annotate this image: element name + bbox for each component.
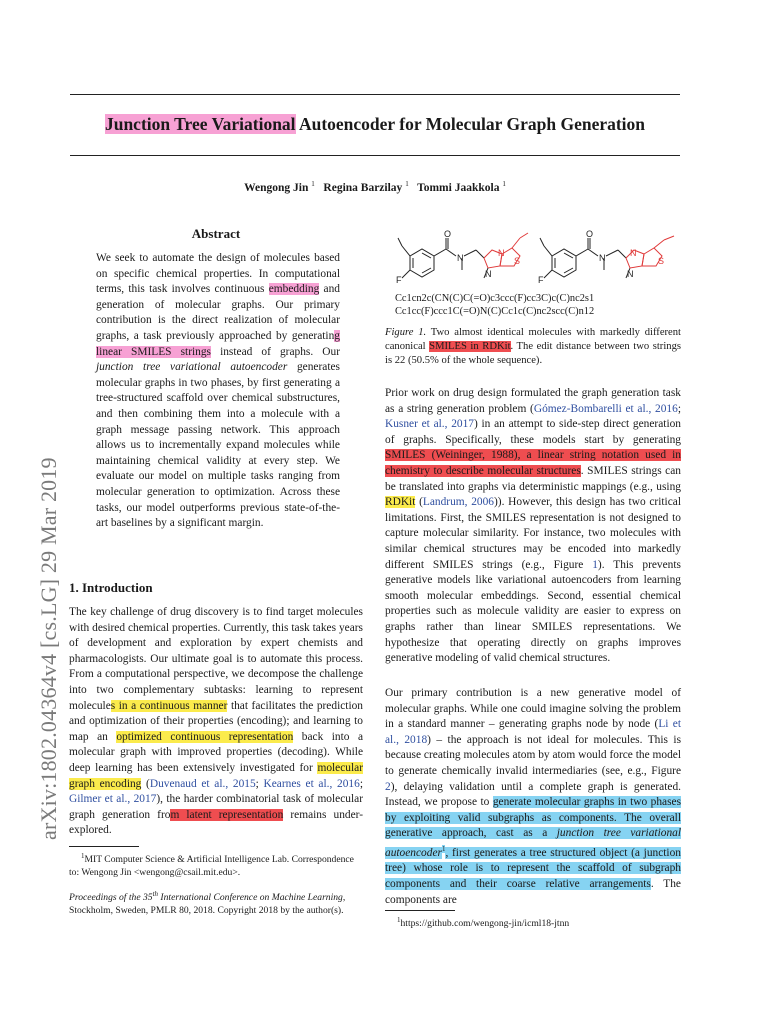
title-rule bbox=[70, 155, 680, 156]
author-name: Wengong Jin bbox=[244, 181, 309, 194]
citation-link[interactable]: Kusner et al., 2017 bbox=[385, 418, 474, 431]
molecule-left-bonds bbox=[398, 238, 484, 278]
footnote-mark: 1 bbox=[397, 916, 401, 924]
proceedings-text: , Stockholm, Sweden, PMLR 80, 2018. Copyright 2018 by the author(s). bbox=[69, 892, 346, 916]
abstract-text: instead of graphs. Our bbox=[210, 345, 340, 358]
molecule-left-ring-highlight bbox=[484, 233, 528, 268]
abstract-text: and generation of molecular graphs. Our primary contribution is the direct realization of molecular graphs, a task previously approached by generatin bbox=[96, 283, 341, 342]
smiles-string-2: Cc1cc(F)ccc1C(=O)N(C)Cc1c(C)nc2scc(C)n12 bbox=[395, 306, 595, 317]
citation-link[interactable]: Kearnes et al., 2016 bbox=[263, 777, 360, 790]
highlight: SMILES in RDKit bbox=[429, 341, 511, 352]
body-text: ( bbox=[415, 496, 423, 509]
affiliation-mark: 1 bbox=[502, 180, 506, 188]
citation-link[interactable]: Gilmer et al., 2017 bbox=[69, 793, 157, 806]
atom-label: N bbox=[498, 248, 505, 258]
highlight: generate molecular graphs in two phases by exploiting valid subgraphs as components. The overall generative approach, cast as a bbox=[385, 796, 681, 840]
affiliation-mark: 1 bbox=[311, 180, 315, 188]
figure-link[interactable]: 2 bbox=[385, 780, 391, 793]
footnote-rule bbox=[385, 910, 455, 911]
section-heading-introduction: 1. Introduction bbox=[69, 580, 153, 595]
body-text: . The components are bbox=[385, 877, 681, 906]
highlight: embedding bbox=[268, 283, 320, 296]
affiliation-mark: 1 bbox=[405, 180, 409, 188]
figure-1-caption bbox=[385, 326, 681, 368]
citation-link[interactable]: Gómez-Bombarelli et al., 2016 bbox=[533, 402, 678, 415]
atom-label: F bbox=[396, 275, 402, 285]
highlight: s in a continuous manner bbox=[110, 699, 228, 712]
abstract-heading: Abstract bbox=[191, 226, 241, 241]
author-name: Tommi Jaakkola bbox=[417, 181, 500, 194]
figure-1-molecules bbox=[380, 228, 685, 292]
citation-link[interactable]: Landrum, 2006 bbox=[422, 496, 495, 509]
proceedings-text: Proceedings of the 35 bbox=[69, 892, 153, 904]
right-column-paragraph-2 bbox=[385, 686, 681, 908]
atom-label: O bbox=[586, 229, 594, 239]
highlight: g linear SMILES strings bbox=[96, 329, 340, 358]
body-text: ; bbox=[255, 777, 264, 790]
title-rest: Autoencoder for Molecular Graph Generation bbox=[295, 114, 646, 134]
body-text: ), delaying validation until a complete graph is generated. Instead, we propose to bbox=[385, 780, 681, 809]
right-column-paragraph-1 bbox=[385, 386, 681, 667]
body-text: . SMILES strings can be translated into graphs via deterministic mappings (e.g., using bbox=[385, 464, 681, 493]
introduction-body bbox=[69, 605, 363, 839]
body-text: Our primary contribution is a new generative model of molecular graphs. While one could imagine solving the problem in a standard manner – generating graphs node by node ( bbox=[385, 687, 681, 731]
body-text: ) in an attempt to side-step direct generation of graphs. Specifically, these models start by generating bbox=[385, 418, 681, 446]
paper-title bbox=[70, 114, 680, 135]
title-highlight: Junction Tree Variational bbox=[104, 114, 296, 134]
body-text: ). This prevents generative models like variational autoencoders from learning smooth molecular embeddings. Second, essential chemical properties such as molecule validity are easier to express on graphs rather than linear SMILES representations. We hypothesize that operating directly on graphs improves generative modeling of valid chemical structures. bbox=[385, 558, 681, 665]
author-name: Regina Barzilay bbox=[323, 181, 403, 194]
repository-footnote bbox=[397, 914, 681, 931]
proceedings-sup: th bbox=[152, 890, 159, 899]
body-text: Prior work on drug design formulated the graph generation task as a string generation problem ( bbox=[385, 387, 681, 415]
body-text: ; bbox=[359, 777, 363, 790]
atom-label: O bbox=[444, 229, 452, 239]
highlight: optimized continuous representation bbox=[116, 730, 294, 743]
highlight: m latent representation bbox=[170, 808, 284, 821]
body-text: back into a molecular graph with improved properties (decoding). While deep learning has been extensively investigated for bbox=[69, 730, 363, 774]
citation-link[interactable]: Duvenaud et al., 2015 bbox=[149, 777, 256, 790]
emphasis: junction tree variational autoencoder bbox=[385, 827, 682, 859]
author-list bbox=[70, 180, 680, 194]
abstract-body bbox=[96, 251, 340, 532]
abstract-text: We seek to automate the design of molecules based on specific chemical properties. In computational terms, this task involves continuous bbox=[96, 252, 340, 296]
proceedings-text: International Conference on Machine Learning bbox=[158, 892, 343, 904]
atom-label: N bbox=[627, 269, 634, 279]
footnote-ref[interactable]: 1 bbox=[441, 844, 446, 853]
highlight: molecular graph encoding bbox=[69, 761, 363, 790]
figure-link[interactable]: 1 bbox=[592, 558, 598, 571]
citation-link[interactable]: Li et al., 2018 bbox=[385, 718, 681, 746]
atom-label: S bbox=[658, 256, 665, 266]
affiliation-footnote bbox=[69, 850, 363, 917]
repository-url[interactable]: https://github.com/wengong-jin/icml18-jtnn bbox=[400, 918, 570, 930]
body-text: ) – the approach is not ideal for molecules. This is because creating molecules atom by atom would force the model to generate chemically invalid intermediaries (see, e.g., Figure bbox=[385, 733, 681, 777]
atom-label: S bbox=[514, 256, 521, 266]
body-text: that facilitates the prediction and optimization of their properties (encoding); and learning to map an bbox=[69, 699, 364, 743]
abstract-text: generates molecular graphs in two phases, by first generating a tree-structured scaffold over chemical substructures, and then combining them into a molecule with a graph message passing network. This approach allows us to incrementally expand molecules while maintaining chemical validity at every step. We evaluate our model on multiple tasks ranging from molecular generation to optimization. Across these tasks, our model outperforms previous state-of-the-art baselines by a significant margin. bbox=[96, 361, 340, 530]
smiles-string-1: Cc1cn2c(CN(C)C(=O)c3ccc(F)cc3C)c(C)nc2s1 bbox=[395, 293, 595, 304]
body-text: ; bbox=[677, 402, 681, 415]
molecule-right-bonds bbox=[540, 238, 630, 278]
highlight: RDKit bbox=[385, 496, 416, 509]
caption-text: Two almost identical molecules with markedly different canonical bbox=[385, 327, 681, 352]
body-text: remains under-explored. bbox=[69, 808, 364, 837]
body-text: )). However, this design has two critical limitations. First, the SMILES representation is not designed to capture molecular similarity. For instance, two molecules with similar chemical structures may be encoded into markedly different SMILES strings (e.g., Figure bbox=[385, 496, 681, 571]
body-text: ( bbox=[141, 777, 150, 790]
atom-label: N bbox=[485, 269, 492, 279]
footnote-rule bbox=[69, 846, 139, 847]
highlight: , first generates a tree structured object (a junction tree) whose role is to represent the scaffold of subgraph components and their coarse relative arrangements bbox=[385, 846, 681, 890]
footnote-text: MIT Computer Science & Artificial Intelligence Lab. Correspondence to: Wengong Jin <wengong@csail.mit.edu>. bbox=[69, 854, 354, 878]
atom-label: N bbox=[599, 253, 606, 263]
atom-label: N bbox=[457, 253, 464, 263]
top-rule bbox=[70, 94, 680, 95]
caption-text: . The edit distance between two strings is 22 (50.5% of the whole sequence). bbox=[385, 341, 681, 366]
atom-label: N bbox=[630, 248, 637, 258]
arxiv-identifier: arXiv:1802.04364v4 [cs.LG] 29 Mar 2019 bbox=[36, 457, 61, 840]
atom-label: F bbox=[538, 275, 544, 285]
caption-label: Figure 1. bbox=[385, 327, 427, 338]
body-text: ), the harder combinatorial task of molecular graph generation fro bbox=[69, 793, 363, 821]
footnote-mark: 1 bbox=[81, 852, 85, 860]
highlight: SMILES (Weininger, 1988), a linear string notation used in chemistry to describe molecular structures bbox=[385, 449, 681, 477]
body-text: The key challenge of drug discovery is to find target molecules with desired chemical properties. Currently, this task takes years of development and exploration by expert chemists and pharmacologists. Our ultimate goal is to automate this process. From a computational perspective, we decompose the challenge into two complementary subtasks: learning to represent molecule bbox=[69, 606, 363, 712]
emphasis: junction tree variational autoencoder bbox=[96, 361, 288, 374]
